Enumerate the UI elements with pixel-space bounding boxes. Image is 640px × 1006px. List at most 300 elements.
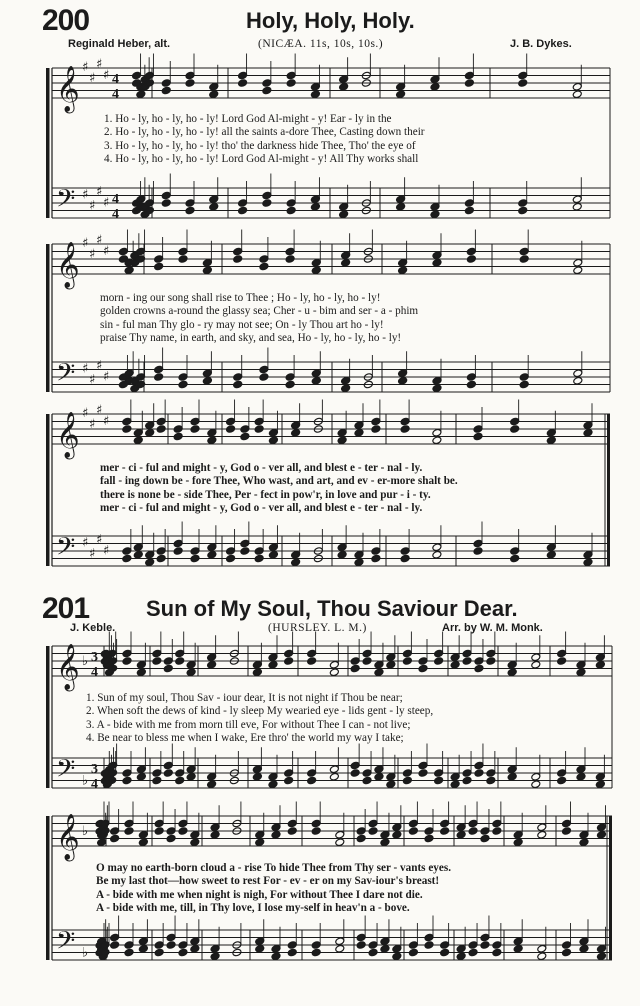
note-head [209, 82, 219, 91]
note-head [450, 653, 460, 662]
note-head [339, 75, 349, 84]
note-head [519, 255, 529, 264]
note-head [456, 830, 466, 839]
note-head [226, 417, 236, 426]
note-head [210, 830, 220, 839]
note-head [311, 369, 321, 378]
note-head [307, 657, 317, 666]
note-head [572, 90, 582, 99]
lyrics-block [100, 462, 458, 516]
treble-clef: 𝄞 [56, 644, 80, 690]
note-head [418, 657, 428, 666]
note-head [190, 547, 200, 556]
note-head [518, 206, 528, 215]
note-head [374, 668, 384, 677]
sharp-sign: ♯ [103, 68, 110, 83]
treble-clef: 𝄞 [56, 66, 80, 112]
note-head [456, 944, 466, 953]
note-head [398, 258, 408, 267]
note-head [202, 376, 212, 385]
lyric-line: morn - ing our song shall rise to Thee ; Ho - ly, ho - ly, ho - ly! [100, 292, 381, 304]
note-head [380, 944, 390, 953]
note-head [310, 90, 320, 99]
note-head [392, 952, 402, 961]
lyrics-block [104, 113, 425, 167]
note-head [434, 649, 444, 658]
note-head [207, 436, 217, 445]
note-head [356, 941, 366, 950]
lyric-line: mer - ci - ful and might - y, God o - ver all, and blest e - ter - nal - ly. [100, 502, 423, 515]
note-head [285, 247, 295, 256]
note-head [268, 660, 278, 669]
note-head [307, 776, 317, 785]
note-head [380, 830, 390, 839]
note-head [368, 819, 378, 828]
note-head [133, 550, 143, 559]
note-head [371, 547, 381, 556]
note-head [480, 933, 490, 942]
sharp-sign: ♯ [96, 358, 103, 374]
note-head [432, 543, 442, 552]
hymn-tune: (HURSLEY. L. M.) [268, 622, 367, 634]
note-head [518, 79, 528, 88]
note-head [386, 780, 396, 789]
note-head [374, 765, 384, 774]
note-head [185, 206, 195, 215]
note-head [166, 834, 176, 843]
lyric-line: 3. A - bide with me from morn till eve, For without Thee I can - not live; [86, 718, 411, 731]
note-head [335, 937, 345, 946]
note-head [154, 948, 164, 957]
note-head [307, 769, 317, 778]
note-head [207, 543, 217, 552]
note-head [291, 421, 301, 430]
note-head [402, 769, 412, 778]
note-head [597, 830, 607, 839]
note-head [175, 657, 185, 666]
system-bracket [46, 244, 50, 392]
note-head [341, 384, 351, 393]
note-head [335, 838, 345, 847]
time-signature: 4 [91, 777, 98, 792]
sharp-sign: ♯ [96, 532, 103, 548]
note-head [268, 550, 278, 559]
note-head [408, 827, 418, 836]
note-head [240, 547, 250, 556]
system-bracket [46, 816, 50, 960]
note-head [124, 941, 134, 950]
note-head [163, 761, 173, 770]
note-head [546, 436, 556, 445]
note-head [154, 365, 164, 374]
note-head [354, 558, 364, 567]
note-head [492, 941, 502, 950]
note-head [210, 944, 220, 953]
note-head [110, 933, 120, 942]
time-signature: 3 [91, 650, 98, 665]
note-head [310, 82, 320, 91]
note-head [350, 769, 360, 778]
note-head [210, 952, 220, 961]
note-head [329, 660, 339, 669]
note-head [434, 657, 444, 666]
note-head [368, 827, 378, 836]
note-head [432, 384, 442, 393]
note-head [173, 539, 183, 548]
note-head [371, 417, 381, 426]
note-head [154, 941, 164, 950]
sharp-sign: ♯ [103, 543, 110, 559]
note-head [254, 417, 264, 426]
note-head [354, 550, 364, 559]
note-head [464, 71, 474, 80]
note-head [118, 247, 128, 256]
note-head [311, 941, 321, 950]
note-head [163, 769, 173, 778]
note-head [173, 547, 183, 556]
note-head [464, 206, 474, 215]
note-head [450, 660, 460, 669]
note-head [178, 373, 188, 382]
note-head [110, 827, 120, 836]
note-head [507, 772, 517, 781]
note-head [430, 210, 440, 219]
note-head [579, 838, 589, 847]
note-head [226, 554, 236, 563]
note-head [510, 425, 520, 434]
note-head [576, 765, 586, 774]
note-head [124, 819, 134, 828]
note-head [152, 769, 162, 778]
lyric-line: fall - ing down be - fore Thee, Who wast, and art, and ev - er-more shalt be. [100, 475, 458, 488]
note-head [562, 948, 572, 957]
note-head [291, 550, 301, 559]
note-head [286, 79, 296, 88]
hymn-title: Holy, Holy, Holy. [246, 8, 415, 33]
note-head [255, 937, 265, 946]
sharp-sign: ♯ [82, 406, 89, 421]
note-head [473, 547, 483, 556]
note-head [392, 823, 402, 832]
note-head [430, 75, 440, 84]
note-head [474, 657, 484, 666]
note-head [252, 772, 262, 781]
note-head [175, 649, 185, 658]
note-head [311, 258, 321, 267]
note-head [161, 191, 171, 200]
lyric-line: A - bide with me when night is nigh, For without Thee I dare not die. [96, 888, 423, 901]
note-head [138, 937, 148, 946]
lyrics-block [96, 862, 451, 916]
note-head [341, 258, 351, 267]
note-head [186, 668, 196, 677]
note-head [262, 79, 272, 88]
note-head [190, 554, 200, 563]
note-head [136, 90, 146, 99]
note-head [546, 543, 556, 552]
note-head [339, 210, 349, 219]
note-head [356, 827, 366, 836]
note-head [507, 668, 517, 677]
note-head [408, 941, 418, 950]
note-head [466, 255, 476, 264]
note-head [311, 376, 321, 385]
note-head [450, 772, 460, 781]
sharp-sign: ♯ [96, 57, 103, 72]
note-head [597, 823, 607, 832]
note-head [136, 660, 146, 669]
hymn-number: 201 [42, 592, 90, 625]
note-head [510, 554, 520, 563]
note-head [311, 827, 321, 836]
note-head [492, 827, 502, 836]
hymn-composer: Arr. by W. M. Monk. [442, 622, 543, 634]
note-head [185, 199, 195, 208]
hymn-tune: (NICÆA. 11s, 10s, 10s.) [258, 38, 384, 50]
note-head [122, 649, 132, 658]
note-head [226, 547, 236, 556]
note-head [386, 772, 396, 781]
note-head [473, 432, 483, 441]
treble-clef: 𝄞 [56, 242, 80, 288]
note-head [398, 266, 408, 275]
note-head [595, 780, 605, 789]
note-head [350, 664, 360, 673]
note-head [432, 436, 442, 445]
note-head [233, 247, 243, 256]
note-head [468, 827, 478, 836]
treble-clef: 𝄞 [56, 412, 80, 458]
note-head [252, 765, 262, 774]
note-head [255, 944, 265, 953]
note-head [254, 425, 264, 434]
note-head [400, 547, 410, 556]
note-head [285, 255, 295, 264]
note-head [430, 202, 440, 211]
note-head [136, 668, 146, 677]
note-head [418, 761, 428, 770]
note-head [573, 376, 583, 385]
note-head [268, 780, 278, 789]
note-head [122, 425, 132, 434]
note-head [233, 380, 243, 389]
note-head [537, 830, 547, 839]
system-bracket [46, 414, 50, 566]
note-head [166, 941, 176, 950]
note-head [456, 952, 466, 961]
note-head [138, 944, 148, 953]
note-head [531, 780, 541, 789]
note-head [595, 772, 605, 781]
note-head [145, 550, 155, 559]
note-head [254, 554, 264, 563]
note-head [178, 941, 188, 950]
note-head [173, 432, 183, 441]
note-head [202, 369, 212, 378]
note-head [518, 199, 528, 208]
note-head [583, 428, 593, 437]
note-head [396, 90, 406, 99]
note-head [173, 425, 183, 434]
note-head [285, 380, 295, 389]
note-head [233, 255, 243, 264]
sharp-sign: ♯ [82, 60, 89, 75]
note-head [152, 776, 162, 785]
note-head [432, 251, 442, 260]
note-head [507, 765, 517, 774]
note-head [136, 765, 146, 774]
note-head [362, 657, 372, 666]
note-head [255, 838, 265, 847]
note-head [122, 776, 132, 785]
note-head [473, 425, 483, 434]
note-head [583, 421, 593, 430]
sharp-sign: ♭ [82, 654, 89, 669]
note-head [462, 649, 472, 658]
note-head [163, 664, 173, 673]
note-head [424, 933, 434, 942]
note-head [486, 649, 496, 658]
bass-clef: 𝄢 [56, 926, 76, 962]
note-head [122, 417, 132, 426]
note-head [531, 772, 541, 781]
note-head [341, 251, 351, 260]
note-head [268, 772, 278, 781]
note-head [350, 761, 360, 770]
note-head [400, 425, 410, 434]
note-head [408, 819, 418, 828]
note-head [110, 941, 120, 950]
note-head [190, 838, 200, 847]
note-head [518, 71, 528, 80]
note-head [178, 948, 188, 957]
note-head [287, 948, 297, 957]
note-head [492, 948, 502, 957]
note-head [329, 668, 339, 677]
note-head [480, 834, 490, 843]
sharp-sign: ♯ [103, 244, 110, 259]
note-head [268, 428, 278, 437]
note-head [519, 247, 529, 256]
note-head [202, 258, 212, 267]
lyric-line: 2. Ho - ly, ho - ly, ho - ly! all the saints a-dore Thee, Casting down their [104, 126, 425, 139]
note-head [440, 827, 450, 836]
note-head [207, 550, 217, 559]
note-head [133, 543, 143, 552]
note-head [166, 827, 176, 836]
note-head [154, 373, 164, 382]
note-head [579, 830, 589, 839]
note-head [122, 554, 132, 563]
note-head [124, 266, 134, 275]
time-signature: 4 [112, 72, 119, 87]
note-head [252, 668, 262, 677]
note-head [456, 823, 466, 832]
note-head [175, 776, 185, 785]
sharp-sign: ♯ [89, 417, 96, 432]
note-head [354, 428, 364, 437]
note-head [356, 834, 366, 843]
note-head [486, 776, 496, 785]
note-head [262, 199, 272, 208]
note-head [122, 657, 132, 666]
note-head [271, 944, 281, 953]
bass-clef: 𝄢 [56, 358, 76, 394]
note-head [124, 369, 134, 378]
sharp-sign: ♯ [96, 403, 103, 418]
note-head [531, 660, 541, 669]
note-head [371, 554, 381, 563]
note-head [398, 376, 408, 385]
note-head [597, 952, 607, 961]
note-head [240, 432, 250, 441]
sharp-sign: ♯ [96, 184, 103, 200]
note-head [238, 206, 248, 215]
note-head [161, 199, 171, 208]
note-head [486, 657, 496, 666]
note-head [562, 827, 572, 836]
note-head [519, 380, 529, 389]
note-head [434, 769, 444, 778]
note-head [466, 380, 476, 389]
lyric-line: 1. Ho - ly, ho - ly, ho - ly! Lord God Al-might - y! Ear - ly in the [104, 113, 392, 125]
note-head [156, 547, 166, 556]
note-head [186, 772, 196, 781]
note-head [474, 769, 484, 778]
note-head [513, 830, 523, 839]
note-head [152, 649, 162, 658]
time-signature: 4 [91, 665, 98, 680]
note-head [396, 195, 406, 204]
note-head [432, 550, 442, 559]
note-head [185, 79, 195, 88]
note-head [350, 657, 360, 666]
note-head [132, 71, 142, 80]
lyric-line: there is none be - side Thee, Per - fect in pow'r, in love and pur - i - ty. [100, 488, 431, 501]
note-head [341, 376, 351, 385]
note-head [240, 425, 250, 434]
note-head [392, 944, 402, 953]
note-head [311, 266, 321, 275]
hymn-title: Sun of My Soul, Thou Saviour Dear. [146, 596, 518, 621]
note-head [380, 937, 390, 946]
note-head [202, 266, 212, 275]
note-head [374, 660, 384, 669]
lyric-line: 2. When soft the dews of kind - ly sleep My wearied eye - lids gent - ly steep, [86, 705, 434, 718]
time-signature: 4 [112, 207, 119, 222]
note-head [462, 776, 472, 785]
sharp-sign: ♯ [103, 414, 110, 429]
note-head [186, 765, 196, 774]
note-head [597, 944, 607, 953]
note-head [110, 834, 120, 843]
note-head [537, 952, 547, 961]
treble-clef: 𝄞 [56, 814, 80, 860]
sharp-sign: ♯ [103, 195, 110, 211]
system-bracket [46, 646, 50, 788]
note-head [356, 933, 366, 942]
note-head [178, 827, 188, 836]
sharp-sign: ♭ [82, 773, 89, 789]
note-head [287, 819, 297, 828]
note-head [152, 657, 162, 666]
note-head [144, 199, 154, 208]
note-head [339, 82, 349, 91]
note-head [190, 425, 200, 434]
note-head [462, 769, 472, 778]
note-head [209, 90, 219, 99]
note-head [311, 819, 321, 828]
